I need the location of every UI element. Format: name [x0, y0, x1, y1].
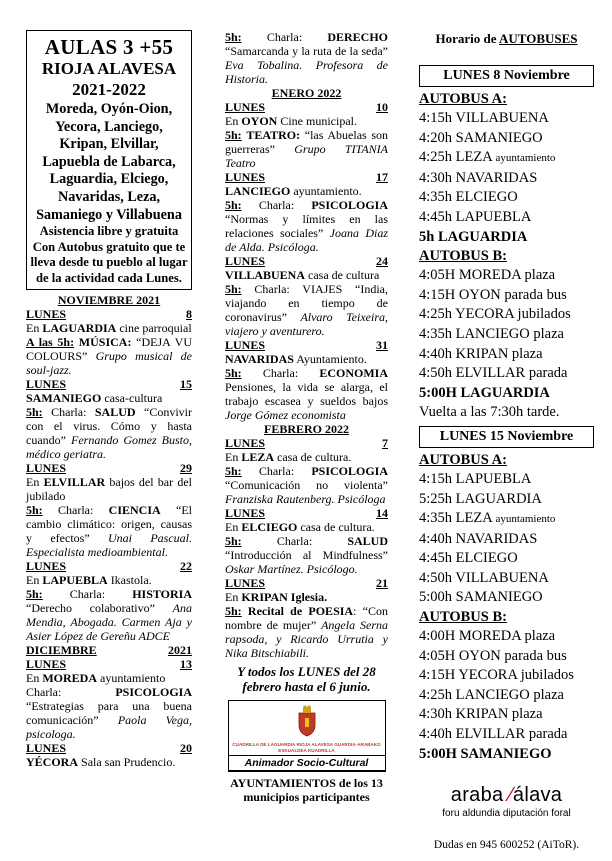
- bus-stop: 4:25h LANCIEGO plaza: [419, 686, 564, 703]
- page-title: AULAS 3 +55: [44, 35, 174, 59]
- event-venue: En ELCIEGO casa de cultura.: [225, 520, 375, 534]
- programme-part-2: [225, 30, 388, 694]
- years-title: 2021-2022: [72, 80, 146, 99]
- bus-stop: 4:05H MOREDA plaza: [419, 267, 556, 284]
- event-description: 5h: Charla: SALUD “Convivir con el virus. Cómo y hasta cuando” Fernando Gomez Busto, médico geriatra.: [26, 405, 192, 462]
- bus-stop: 4:15H YECORA jubilados: [419, 667, 574, 684]
- day-heading: LUNES 13: [26, 657, 192, 672]
- bus-stop: 4:45h LAPUEBLA: [419, 208, 532, 225]
- bus-a-label: AUTOBUS A:: [419, 451, 507, 468]
- event-venue: VILLABUENA casa de cultura: [225, 268, 380, 282]
- day-heading: LUNES 31: [225, 338, 388, 352]
- event-description: 5h: Recital de POESIA: “Con nombre de mujer” Angela Serna rapsoda, y Ricardo Urrutia y Nika Bitschiabili.: [225, 604, 388, 660]
- event-venue: En LAPUEBLA Ikastola.: [26, 573, 152, 588]
- bus-stop: 4:40h ELVILLAR parada: [419, 726, 568, 743]
- bus-stop: 4:40h KRIPAN plaza: [419, 345, 543, 362]
- day-heading: LUNES 29: [26, 461, 192, 476]
- bus-stop: 4:20h SAMANIEGO: [419, 129, 543, 146]
- bus-stop: 4:15h LAPUEBLA: [419, 470, 532, 487]
- bus-stop: 4:35h LEZA ayuntamiento: [419, 510, 556, 527]
- bus-a-label: AUTOBUS A:: [419, 91, 507, 107]
- day-heading: LUNES 7: [225, 436, 388, 450]
- day-heading: LUNES 24: [225, 254, 388, 268]
- event-description: 5h: Charla: PSICOLOGIA “Normas y límites en las relaciones sociales” Joana Diaz de Alda. Psicóloga.: [225, 198, 389, 254]
- day-box-1: LUNES 8 Noviembre: [419, 65, 594, 87]
- coat-of-arms-icon: [295, 705, 319, 737]
- bus-stop: 4:30h NAVARIDAS: [419, 169, 538, 186]
- bus-stop: 4:15h VILLABUENA: [419, 110, 549, 126]
- cuadrilla-logo: [228, 700, 386, 772]
- day-heading: LUNES 20: [26, 741, 192, 756]
- day-heading: LUNES 17: [225, 170, 388, 184]
- bus-stop: 4:35h ELCIEGO: [419, 189, 518, 206]
- event-venue: En LEZA casa de cultura.: [225, 450, 352, 464]
- region-title: RIOJA ALAVESA: [41, 59, 177, 78]
- bus-b-label: AUTOBUS B:: [419, 609, 507, 626]
- bus-stop: 5:00H LAGUARDIA: [419, 384, 550, 401]
- event-description: Charla: PSICOLOGIA “Estrategias para una buena comunicación” Paola Vega, psicologa.: [26, 685, 192, 742]
- seal-text: CUADRILLA DE LAGUARDIA RIOJA ALAVESA GUARDIA-ARABAKO ESKUALDEA KUADRILLA: [232, 742, 381, 753]
- day-heading: LUNES 8: [26, 307, 192, 322]
- event-description: 5h: Charla: SALUD “Introducción al Mindfulness” Oskar Martínez. Psicólogo.: [225, 534, 388, 576]
- event-description: 5h: Charla: CIENCIA “El cambio climático: origen, causas y efectos” Unai Pascual. Especialista medioambiental.: [26, 503, 192, 560]
- day-heading: LUNES 14: [225, 506, 388, 520]
- bus-stop: 4:40h NAVARIDAS: [419, 530, 538, 547]
- towns-list: Moreda, Oyón-Oion, Yecora, Lanciego, Kripan, Elvillar, Lapuebla de Labarca, Laguardia, Elciego, Navaridas, Leza, Samaniego y Villabuena: [36, 101, 182, 223]
- bus-stop: 5:00h SAMANIEGO: [419, 589, 543, 606]
- day-heading: LUNES 10: [225, 100, 388, 114]
- bus-stop: 4:15H OYON parada bus: [419, 286, 567, 303]
- bus-stop: 4:50h VILLABUENA: [419, 569, 549, 586]
- bus-stop: 4:25h LEZA ayuntamiento: [419, 149, 556, 166]
- event-venue: LANCIEGO ayuntamiento.: [225, 184, 362, 198]
- bus-stop: 5:25h LAGUARDIA: [419, 490, 542, 507]
- event-description: 5h: TEATRO: “las Abuelas son guerreras” Grupo TITANIA Teatro: [225, 128, 389, 170]
- event-venue: En ELVILLAR bajos del bar del jubilado: [26, 475, 192, 504]
- return-time: Vuelta a las 7:30h tarde.: [419, 404, 560, 421]
- event-venue: En OYON Cine municipal.: [225, 114, 357, 128]
- bus-stop: 5h LAGUARDIA: [419, 228, 528, 245]
- event-venue: NAVARIDAS Ayuntamiento.: [225, 352, 367, 366]
- column-1: [26, 0, 192, 769]
- month-heading: FEBRERO 2022: [263, 422, 349, 436]
- title-box: [26, 30, 192, 290]
- month-heading: NOVIEMBRE 2021: [57, 293, 161, 308]
- bus-stop: 4:25h YECORA jubilados: [419, 306, 571, 323]
- event-description: 5h: Charla: VIAJES “India, viajando en tiempo de coronavirus” Alvaro Teixeira, viajero y aventurero.: [225, 282, 389, 338]
- day-heading: LUNES 21: [225, 576, 388, 590]
- day-box-2: LUNES 15 Noviembre: [419, 426, 594, 448]
- event-description: 5h: Charla: PSICOLOGIA “Comunicación no violenta” Franziska Rautenberg. Psicóloga: [225, 464, 388, 506]
- araba-alava-logo: araba ⁄álava foru aldundia diputación foral: [442, 784, 571, 820]
- bus-stop: 4:35h LANCIEGO plaza: [419, 325, 564, 342]
- bus-stop: 4:45h ELCIEGO: [419, 550, 518, 567]
- bus-schedule-title: Horario de AUTOBUSES: [435, 31, 578, 46]
- info-note: Asistencia libre y gratuita Con Autobus gratuito que te lleva desde tu pueblo al lugar de la actividad cada Lunes.: [30, 224, 188, 285]
- ayuntamientos-label: AYUNTAMIENTOS de los 13 municipios participantes: [230, 776, 383, 805]
- event-description: A las 5h: MÚSICA: “DEJA VU COLOURS” Grupo musical de soul-jazz.: [26, 335, 192, 378]
- event-venue: YÉCORA Sala san Prudencio.: [26, 755, 176, 770]
- month-heading: DICIEMBRE 2021: [26, 643, 192, 658]
- event-description: 5h: Charla: HISTORIA “Derecho colaborativo” Ana Mendia, Abogada. Carmen Aja y Asier López de Gereñu ADCE: [26, 587, 192, 644]
- contact-info: Dudas en 945 600252 (AiToR).: [433, 839, 580, 852]
- closing-note: Y todos los LUNES del 28 febrero hasta el 6 junio.: [237, 664, 376, 694]
- bus-stop: 4:30h KRIPAN plaza: [419, 706, 543, 723]
- event-description: 5h: Charla: DERECHO “Samarcanda y la ruta de la seda” Eva Tobalina. Profesora de Historia.: [225, 30, 388, 86]
- bus-stop: 4:05H OYON parada bus: [419, 647, 567, 664]
- bus-stop: 4:50h ELVILLAR parada: [419, 365, 568, 382]
- day-heading: LUNES 15: [26, 377, 192, 392]
- event-venue: En KRIPAN Iglesia.: [225, 590, 328, 604]
- animador-label: Animador Socio-Cultural: [229, 755, 385, 771]
- day-heading: LUNES 22: [26, 559, 192, 574]
- bus-stop: 4:00H MOREDA plaza: [419, 628, 556, 645]
- event-venue: En MOREDA ayuntamiento: [26, 671, 166, 686]
- event-venue: SAMANIEGO casa-cultura: [26, 391, 163, 406]
- month-heading: ENERO 2022: [271, 86, 342, 100]
- bus-stop: 5:00H SAMANIEGO: [419, 745, 552, 762]
- event-description: 5h: Charla: ECONOMIA Pensiones, la vida se alarga, el trabajo escasea y sueldos bajos Jorge Gómez economista: [225, 366, 389, 422]
- column-2: [225, 0, 388, 804]
- column-3: [419, 0, 594, 851]
- programme-part-1: [26, 293, 192, 769]
- bus-b-label: AUTOBUS B:: [419, 248, 507, 265]
- event-venue: En LAGUARDIA cine parroquial: [26, 321, 192, 336]
